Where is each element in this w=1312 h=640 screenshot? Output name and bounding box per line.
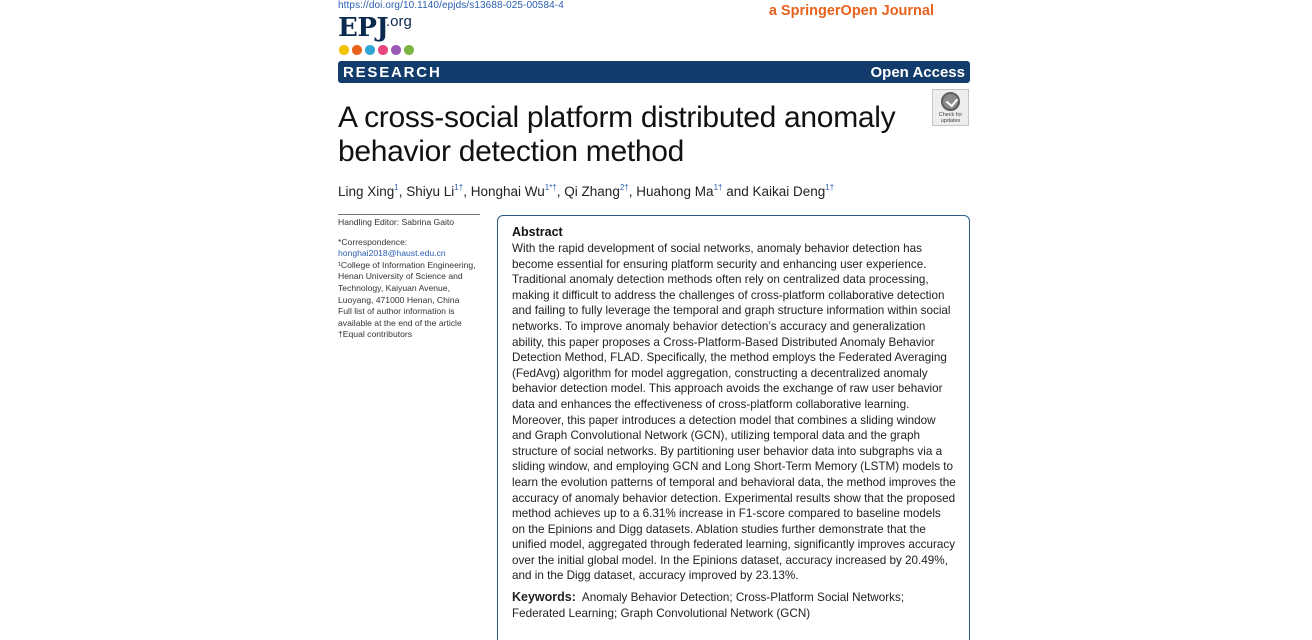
- handling-editor: Handling Editor: Sabrina Gaito: [338, 214, 480, 229]
- article-sidebar: [338, 214, 480, 341]
- logo-dot: [365, 45, 375, 55]
- author-affiliation-mark: 1*†: [544, 183, 557, 192]
- author-affiliation-mark: 1: [394, 183, 399, 192]
- logo-dot: [352, 45, 362, 55]
- author-name[interactable]: Honghai Wu: [470, 184, 545, 199]
- correspondence-label: *Correspondence:: [338, 236, 408, 247]
- author-name[interactable]: Qi Zhang: [564, 184, 620, 199]
- author-affiliation-mark: 1†: [713, 183, 723, 192]
- check-updates-icon: [941, 92, 960, 111]
- open-access-label: Open Access: [870, 63, 965, 81]
- logo-dot: [378, 45, 388, 55]
- keywords: [512, 590, 957, 621]
- epj-logo[interactable]: [338, 13, 428, 57]
- author-affiliation-mark: 1†: [825, 183, 835, 192]
- paper-first-page: [338, 0, 970, 640]
- logo-dot: [391, 45, 401, 55]
- abstract-heading: Abstract: [512, 225, 563, 239]
- author-list: Ling Xing$^1$, Shiyu $Li^{1\dagger}$, Honghai $Wu^{1*\dagger}$, Qi Zhang$^{2\dagger}$, Huahong $Ma^{1\dagger}$ and Kaikai Deng$^{1\dagger}$: [338, 183, 835, 199]
- affiliation: ¹College of Information Engineering, Henan University of Science and Technology, Kaiyuan Avenue, Luoyang, 471000 Henan, China: [338, 259, 476, 305]
- keywords-text: Anomaly Behavior Detection; Cross-Platform Social Networks; Federated Learning; Graph Convolutional Network (GCN): [512, 591, 905, 620]
- correspondence-email[interactable]: honghai2018@haust.edu.cn: [338, 248, 446, 259]
- logo-dot: [404, 45, 414, 55]
- article-type-banner: [338, 61, 970, 83]
- abstract-text: With the rapid development of social networks, anomaly behavior detection has become essential for ensuring platform security and enhancing user experience. Traditional anomaly detection methods often rely on centralized data processing, making it difficult to address the challenges of cross-platform collaborative detection and failing to fully leverage the temporal and graph structure information within social networks. To improve anomaly behavior detection’s accuracy and generalization ability, this paper proposes a Cross-Platform-Based Distributed Anomaly Behavior Detection Method, FLAD. Specifically, the method employs the Federated Averaging (FedAvg) algorithm for model aggregation, constructing a decentralized anomaly behavior detection model. This approach avoids the exchange of raw user behavior data and enhances the effectiveness of cross-platform collaborative learning. Moreover, this paper introduces a detection model that combines a sliding window and Graph Convolutional Network (GCN), utilizing temporal data and the graph structure of social networks. By partitioning user behavior data into subgraphs via a sliding window, and employing GCN and Long Short-Term Memory (LSTM) models to learn the evolution patterns of temporal and behavioral data, the method improves the accuracy of anomaly behavior detection. Experimental results show that the proposed method achieves up to a 6.31% increase in F1-score compared to baseline models on the Epinions and Digg datasets. Ablation studies further demonstrate that the unified model, aggregated through federated learning, significantly improves accuracy over the initial global model. In the Epinions dataset, accuracy increased by 20.49%, and in the Digg dataset, accuracy improved by 23.13%.: [512, 242, 956, 583]
- article-type-label: RESEARCH: [343, 63, 442, 81]
- check-for-updates-button[interactable]: [932, 89, 969, 126]
- logo-text: EPJ: [338, 13, 389, 43]
- abstract-box: [497, 215, 970, 640]
- logo-suffix: .org: [386, 13, 412, 30]
- paper-title: A cross-social platform distributed anomaly behavior detection method: [338, 101, 896, 168]
- author-info-note: Full list of author information is available at the end of the article: [338, 306, 462, 328]
- logo-dot: [339, 45, 349, 55]
- author-name[interactable]: Ling Xing: [338, 184, 395, 199]
- logo-dots: [339, 45, 414, 55]
- equal-contributors-note: †Equal contributors: [338, 329, 413, 340]
- keywords-label: Keywords:: [512, 590, 576, 605]
- doi-link[interactable]: https://doi.org/10.1140/epjds/s13688-025-00584-4: [338, 0, 564, 11]
- check-updates-label: Check for updates: [938, 112, 963, 124]
- author-affiliation-mark: 1†: [454, 183, 464, 192]
- author-name[interactable]: Huahong Ma: [636, 184, 714, 199]
- journal-tag: a SpringerOpen Journal: [768, 3, 934, 19]
- author-name[interactable]: Shiyu Li: [406, 184, 455, 199]
- author-affiliation-mark: 2†: [619, 183, 629, 192]
- author-name[interactable]: Kaikai Deng: [752, 184, 826, 199]
